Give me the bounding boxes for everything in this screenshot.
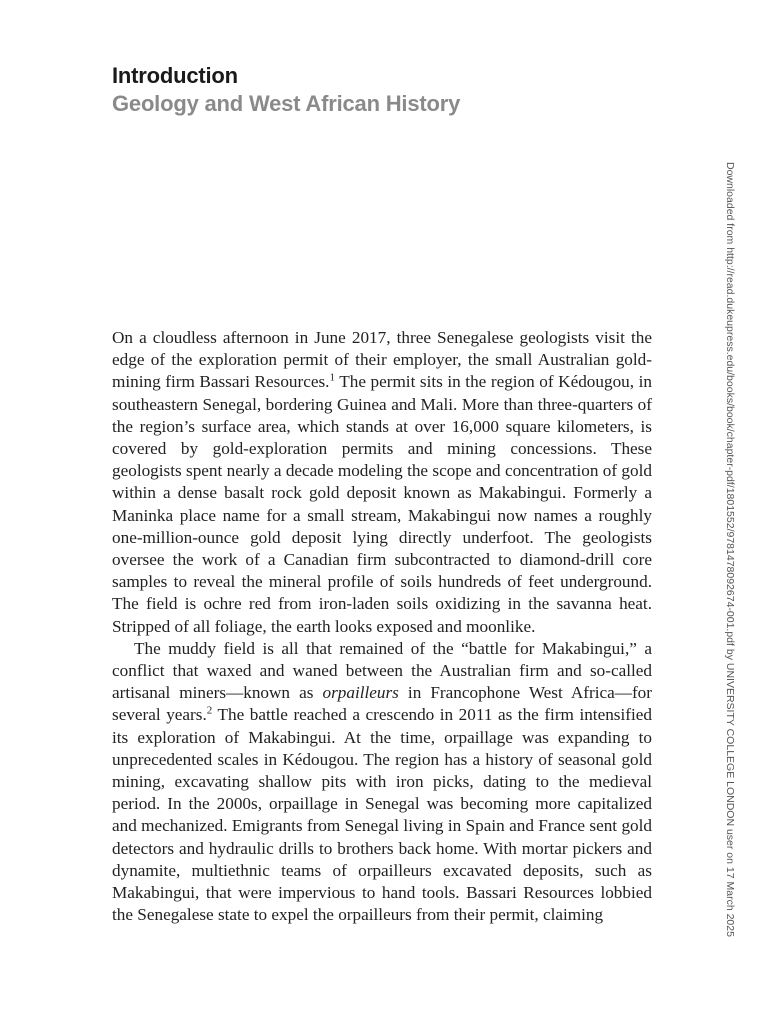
paragraph-2-text-a: The muddy field is all that remained of the “battle for Makabingui,” a conflict that waxed and waned between the Australian firm and so-called artisanal miners—known as	[112, 638, 652, 703]
paragraph-2-text-c: The battle reached a crescendo in 2011 as the firm intensified its exploration of Makabingui. At the time, orpaillage was expanding to unprecedented scales in Kédougou. The region has a history of seasonal gold mining, excavating shallow pits with iron picks, dating to the medieval period. In the 2000s, orpaillage in Senegal was becoming more capitalized and mechanized. Emigrants from Senegal living in Spain and France sent gold detectors and hydraulic drills to brothers back home. With mortar pickers and dynamite, multiethnic teams of orpailleurs excavated deposits, such as Makabingui, that were impervious to hand tools. Bassari Resources lobbied the Senegalese state to expel the orpailleurs from their permit, claiming	[112, 705, 652, 925]
footnote-ref-1[interactable]: 1	[329, 371, 335, 384]
chapter-subtitle: Geology and West African History	[112, 91, 461, 116]
paragraph-2	[112, 638, 652, 927]
footnote-ref-2[interactable]: 2	[206, 704, 213, 717]
italic-term: orpailleurs	[322, 683, 399, 703]
body-text	[112, 327, 652, 926]
chapter-title: Introduction	[112, 63, 238, 88]
chapter-heading	[112, 62, 672, 118]
paragraph-1	[112, 327, 652, 638]
download-note: Downloaded from http://read.dukeupress.edu/books/book/chapter-pdf/1801552/9781478092674-001.pdf by UNIVERSITY COLLEGE LONDON user on 17 March 2025	[724, 162, 736, 937]
paragraph-1-text-b: The permit sits in the region of Kédougou, in southeastern Senegal, bordering Guinea and Mali. More than three-quarters of the region’s surface area, which stands at over 16,000 square kilometers, is covered by gold-exploration permits and mining concessions. These geologists spent nearly a decade modeling the scope and concentration of gold within a dense basalt rock gold deposit known as Makabingui. Formerly a Maninka place name for a small stream, Makabingui now names a roughly one-million-ounce gold deposit lying directly underfoot. The geologists oversee the work of a Canadian firm subcontracted to diamond-drill core samples to reveal the mineral profile of soils hundreds of feet underground. The field is ochre red from iron-laden soils oxidizing in the savanna heat. Stripped of all foliage, the earth looks exposed and moonlike.	[112, 372, 652, 636]
paragraph-2-text-b: in Francophone West Africa—for several years.	[112, 683, 652, 725]
paragraph-1-text-a: On a cloudless afternoon in June 2017, three Senegalese geologists visit the edge of the exploration permit of their employer, the small Australian gold-mining firm Bassari Resources.	[112, 328, 652, 392]
